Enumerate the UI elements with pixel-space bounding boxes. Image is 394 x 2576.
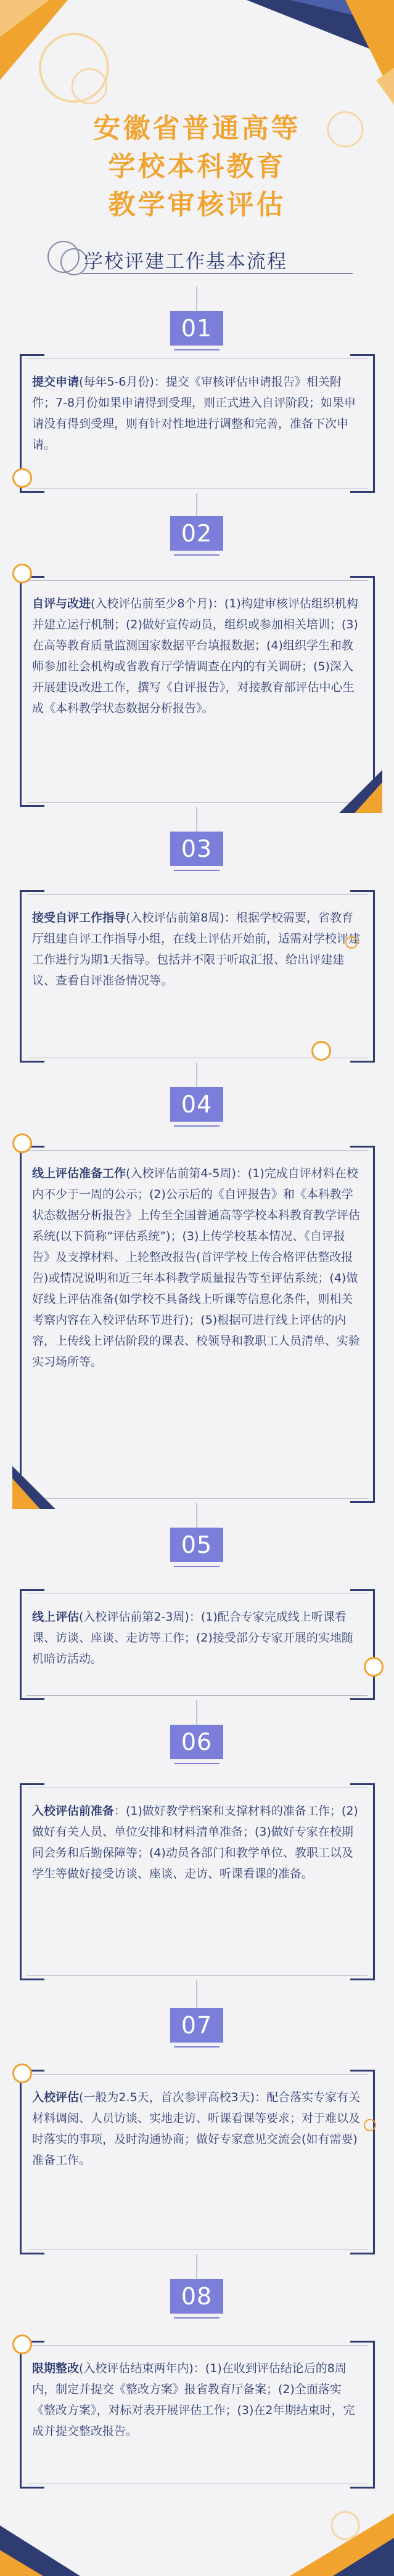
- step-number-badge: 05: [170, 1528, 223, 1562]
- connector-line: [196, 1980, 197, 2008]
- step-heading: 接受自评工作指导: [32, 911, 126, 925]
- connector-line: [196, 493, 197, 516]
- step-heading: 线上评估: [32, 1610, 80, 1624]
- corner-triangle-icon: [12, 1466, 68, 1509]
- ring-icon: [364, 2119, 376, 2131]
- step-text: (入校评估结束两年内)：(1)在收到评估结论后的8周内，制定并提交《整改方案》报省教育厅备案；(2)全面落实《整改方案》，对标对表开展评估工作；(3)在2年期结束时，完成并提交整改报告。: [32, 2362, 355, 2438]
- step-text: ：(1)做好教学档案和支撑材料的准备工作；(2)做好有关人员、单位安排和材料清单准备；(3)做好专家在校期间会务和后勤保障等；(4)动员各部门和教学单位、教职工以及学生等做好接受访谈、座谈、走访、听课看课的准备。: [32, 1804, 358, 1881]
- connector-line: [196, 2254, 197, 2279]
- ring-icon: [12, 468, 32, 488]
- step-text: (入校评估前第8周)：根据学校需要，省教育厅组建自评工作指导小组，在线上评估开始前，适需对学校评建工作进行为期1天指导。包括并不限于听取汇报、给出评建建议、查看自评准备情况等。: [32, 911, 361, 987]
- step-text: (每年5-6月份)：提交《审核评估申请报告》相关附件；7-8月份如果申请得到受理，则正式进入自评阶段；如果申请没有得到受理，则有针对性地进行调整和完善，准备下次申请。: [32, 375, 356, 452]
- ring-icon: [12, 2064, 32, 2083]
- step-number-badge: 03: [170, 832, 223, 866]
- title-line-2: 学校本科教育: [108, 151, 286, 182]
- title-line-1: 安徽省普通高等: [93, 113, 301, 144]
- step-number-badge: 04: [170, 1087, 223, 1122]
- ring-icon: [12, 1133, 32, 1153]
- corner-triangle-icon: [327, 770, 382, 813]
- connector-line: [196, 1063, 197, 1087]
- step-text: (入校评估前第2-3周)：(1)配合专家完成线上听课看课、访谈、座谈、走访等工作；(2)接受部分专家开展的实地随机暗访活动。: [32, 1610, 353, 1666]
- step-card-04: [20, 1146, 375, 1503]
- ring-icon: [12, 2335, 32, 2354]
- ring-icon: [364, 1657, 384, 1677]
- step-text: (入校评估前第4-5周)：(1)完成自评材料在校内不少于一周的公示；(2)公示后的《自评报告》和《本科教学状态数据分析报告》上传至全国普通高等学校本科教育教学评估系统(以下简称“评估系统”)；(3)上传学校基本情况、《自评报告》及支撑材料、上轮整改报告(首评学校上传合格评估整改报告)或情况说明和近三年本科教学质量报告等至评估系统；(4)做好线上评估准备(如学校不具备线上听课等信息化条件，则相关考察内容在入校评估环节进行)；(5)根据可进行线上评估的内容，上传线上评估阶段的课表、校领导和教职工人员清单、实验实习场所等。: [32, 1167, 361, 1369]
- ring-icon: [12, 564, 32, 583]
- step-text: (入校评估前至少8个月)：(1)构建审核评估组织机构并建立运行机制；(2)做好宣传动员，组织或参加相关培训；(3)在高等教育质量监测国家数据平台填报数据；(4)组织学生和教师参加社会机构或省教育厅学情调查在内的有关调研；(5)深入开展建设改进工作，撰写《自评报告》，对接教育部评估中心生成《本科教学状态数据分析报告》。: [32, 597, 358, 715]
- step-card-03: [20, 890, 375, 1063]
- step-number-badge: 08: [170, 2279, 223, 2314]
- step-card-08: [20, 2341, 375, 2489]
- step-card-02: [20, 576, 375, 807]
- step-heading: 限期整改: [32, 2362, 80, 2375]
- step-heading: 提交申请: [32, 375, 80, 389]
- ring-icon: [345, 936, 358, 949]
- subtitle-underline: [81, 273, 353, 274]
- step-card-05: [20, 1589, 375, 1700]
- step-heading: 入校评估前准备: [32, 1804, 115, 1818]
- step-heading: 自评与改进: [32, 597, 91, 610]
- subtitle-text: 学校评建工作基本流程: [84, 251, 287, 273]
- step-heading: 入校评估: [32, 2091, 80, 2104]
- step-number-badge: 01: [170, 311, 223, 346]
- step-card-07: [20, 2070, 375, 2254]
- subtitle: [20, 237, 365, 278]
- step-heading: 线上评估准备工作: [32, 1167, 126, 1180]
- connector-line: [196, 1700, 197, 1725]
- ring-icon: [311, 1041, 331, 1061]
- corner-decoration-bottom: [0, 2501, 394, 2576]
- connector-line: [196, 1503, 197, 1528]
- step-card-06: [20, 1783, 375, 1980]
- connector-line: [196, 286, 197, 311]
- connector-line: [196, 807, 197, 832]
- step-number-badge: 02: [170, 516, 223, 551]
- title-line-3: 教学审核评估: [108, 189, 286, 221]
- step-text: (一般为2.5天，首次参评高校3天)：配合落实专家有关材料调阅、人员访谈、实地走访、听课看课等要求；对于难以及时落实的事项，及时沟通协商；做好专家意见交流会(如有需要)准备工作。: [32, 2091, 361, 2167]
- step-card-01: [20, 354, 375, 493]
- step-number-badge: 06: [170, 1725, 223, 1759]
- step-number-badge: 07: [170, 2008, 223, 2043]
